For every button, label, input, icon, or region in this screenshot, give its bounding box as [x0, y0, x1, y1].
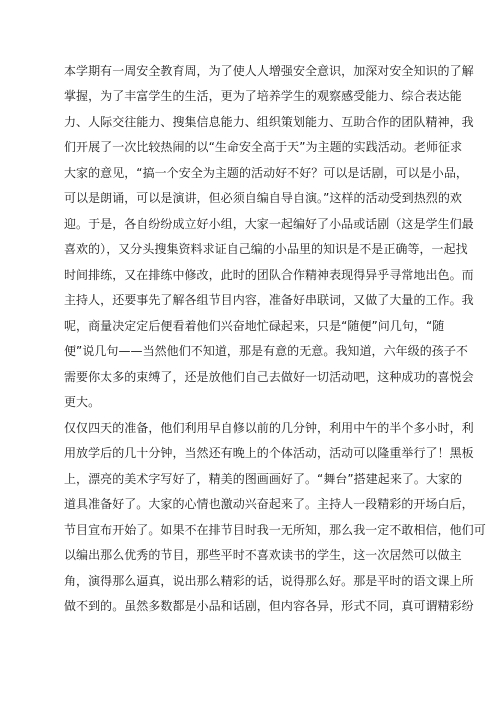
text-line: 掌握，为了丰富学生的生活，更为了培养学生的观察感受能力、综合表达能: [64, 89, 462, 103]
text-line: 更大。: [64, 395, 101, 409]
text-line: 可以是朗诵，可以是演讲，但必须自编自导自演。”这样的活动受到热烈的欢: [64, 191, 462, 205]
text-line: 做不到的。虽然多数都是小品和话剧，但内容各异，形式不同，真可谓精彩纷: [64, 599, 474, 613]
text-line: 以编出那么优秀的节目，那些平时不喜欢读书的学生，这一次居然可以做主: [64, 548, 462, 562]
text-line: 呢，商量决定定后便看着他们兴奋地忙碌起来，只是“随便”问几句，“随: [64, 319, 445, 333]
text-line: 们开展了一次比较热闹的以“生命安全高于天”为主题的实践活动。老师征求: [64, 140, 463, 154]
text-line: 大家的意见，“搞一个安全为主题的活动好不好？可以是话剧，可以是小品，: [64, 166, 468, 180]
text-line: 角，演得那么逼真，说出那么精彩的话，说得那么好。那是平时的语文课上所: [64, 574, 474, 588]
text-line: 道具准备好了。大家的心情也激动兴奋起来了。主持人一段精彩的开场白后，: [64, 497, 474, 511]
text-line: 节目宣布开始了。如果不在排节目时我一无所知，那么我一定不敢相信，他们可: [64, 523, 486, 537]
text-line: 时间排练，又在排练中修改，此时的团队合作精神表现得异乎寻常地出色。而: [64, 268, 474, 282]
text-line: 喜欢的），又分头搜集资料求证自己编的小品里的知识是不是正确等，一起找: [64, 242, 468, 256]
text-line: 便”说几句——当然他们不知道，那是有意的无意。我知道，六年级的孩子不: [64, 344, 468, 358]
text-line: 上，漂亮的美术字写好了，精美的图画画好了。“舞台”搭建起来了。大家的: [64, 472, 463, 486]
text-line: 主持人，还要事先了解各组节目内容，准备好串联词，又做了大量的工作。我: [64, 293, 474, 307]
text-line: 本学期有一周安全教育周，为了使人人增强安全意识，加深对安全知识的了解: [64, 64, 474, 78]
text-line: 仅仅四天的准备，他们利用早自修以前的几分钟，利用中午的半个多小时，利: [64, 421, 474, 435]
text-line: 用放学后的几十分钟，当然还有晚上的个体活动，活动可以隆重举行了！黑板: [64, 446, 474, 460]
text-line: 需要你太多的束缚了，还是放他们自己去做好一切活动吧，这种成功的喜悦会: [64, 370, 474, 384]
text-line: 迎。于是，各自纷纷成立好小组，大家一起编好了小品或话剧（这是学生们最: [64, 217, 474, 231]
text-line: 力、人际交往能力、搜集信息能力、组织策划能力、互助合作的团队精神，我: [64, 115, 474, 129]
